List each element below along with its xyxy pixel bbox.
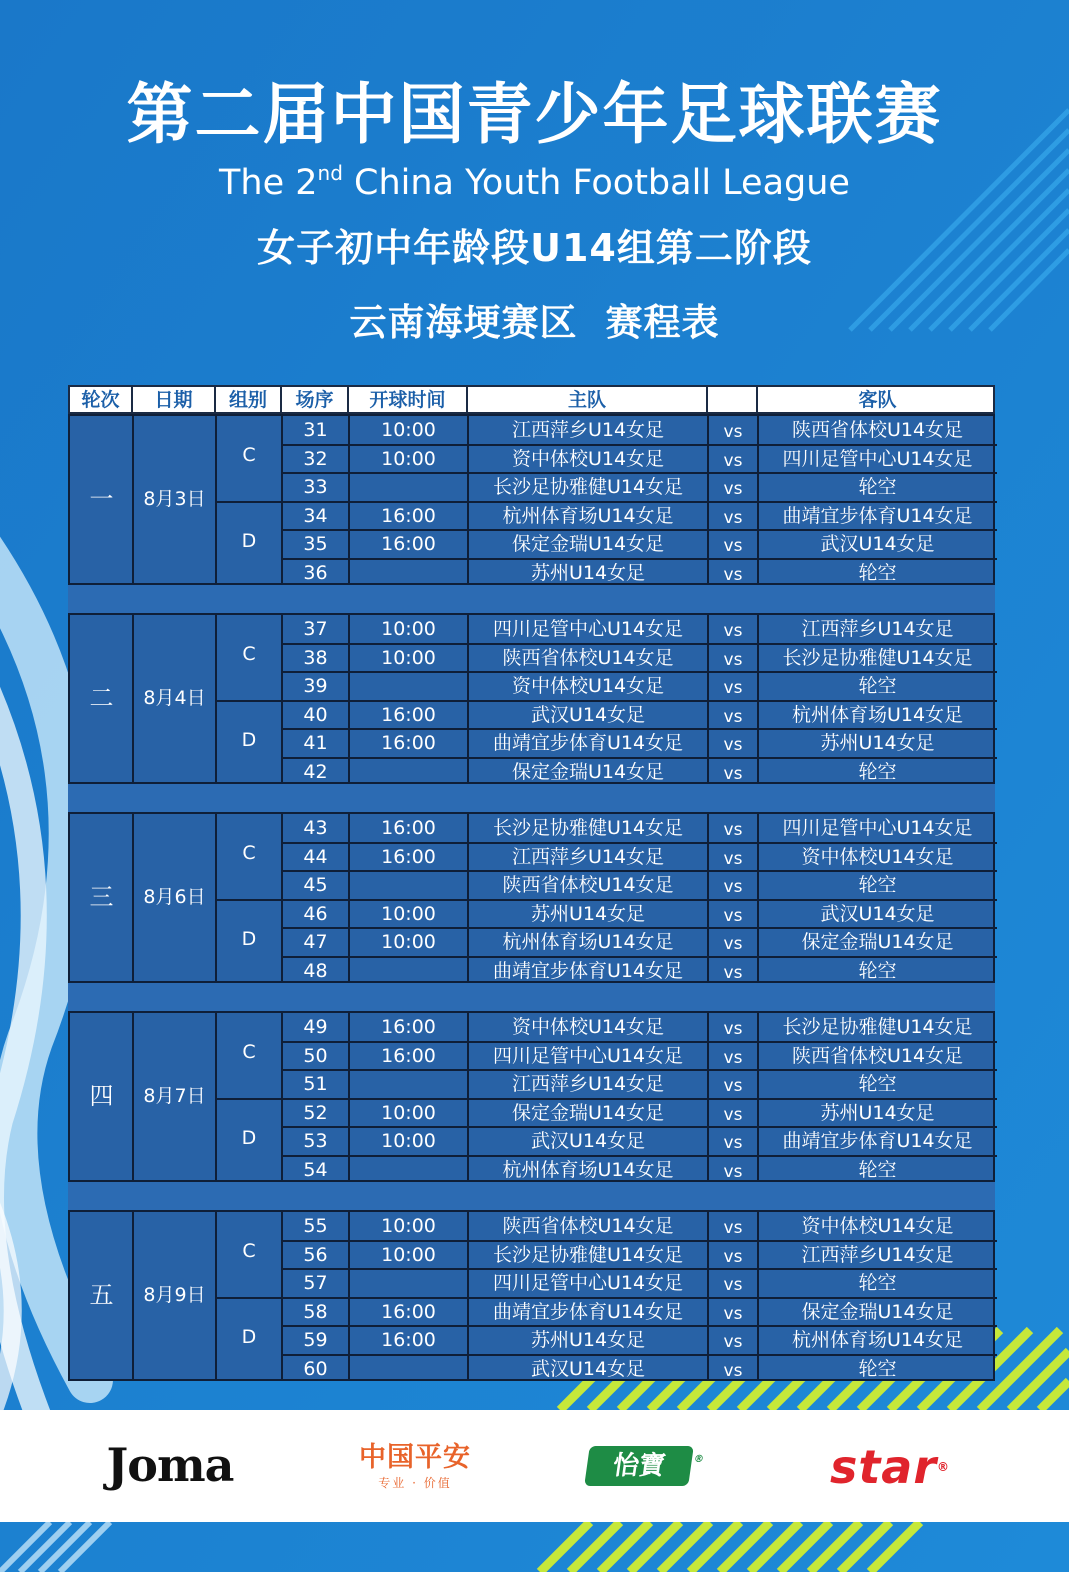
home-team: 曲靖宜步体育U14女足 xyxy=(492,959,684,982)
away-team: 轮空 xyxy=(858,561,897,584)
home-team: 四川足管中心U14女足 xyxy=(492,1044,684,1067)
group-label: C xyxy=(242,444,256,466)
home-team: 杭州体育场U14女足 xyxy=(502,1158,674,1181)
away-team: 长沙足协雅健U14女足 xyxy=(782,646,973,669)
kickoff-time: 16:00 xyxy=(381,817,436,839)
match-number: 51 xyxy=(303,1073,328,1095)
away-team: 保定金瑞U14女足 xyxy=(801,931,954,953)
doc-type: 赛程表 xyxy=(605,301,720,344)
away-team: 轮空 xyxy=(858,959,897,982)
away-team: 轮空 xyxy=(858,675,897,697)
star-registered-mark: ® xyxy=(937,1460,951,1474)
away-team: 轮空 xyxy=(858,760,897,783)
vs-label: vs xyxy=(723,1161,743,1182)
kickoff-time xyxy=(349,473,468,502)
home-team: 杭州体育场U14女足 xyxy=(502,931,674,953)
away-team: 轮空 xyxy=(858,1357,897,1380)
home-team: 长沙足协雅健U14女足 xyxy=(492,817,684,839)
vs-label: vs xyxy=(723,763,743,784)
round-date: 8月3日 xyxy=(143,488,206,510)
yibao-logo xyxy=(584,1446,705,1486)
title-en-post: China Youth Football League xyxy=(342,163,850,203)
vs-label: vs xyxy=(723,1360,743,1381)
home-team: 保定金瑞U14女足 xyxy=(511,533,665,555)
home-team: 长沙足协雅健U14女足 xyxy=(492,476,684,498)
group-label: C xyxy=(242,1240,256,1262)
round-spacer xyxy=(68,585,995,613)
away-team: 轮空 xyxy=(858,1073,897,1095)
away-team: 轮空 xyxy=(858,1158,897,1181)
match-number: 32 xyxy=(303,447,328,470)
away-team: 资中体校U14女足 xyxy=(801,1215,954,1237)
match-number: 46 xyxy=(303,902,328,925)
match-number: 33 xyxy=(303,476,328,498)
match-number: 49 xyxy=(303,1016,328,1038)
match-number: 44 xyxy=(303,845,328,868)
away-team: 曲靖宜步体育U14女足 xyxy=(782,1130,973,1152)
group-label: C xyxy=(242,842,256,864)
vs-label: vs xyxy=(723,507,743,528)
kickoff-time: 10:00 xyxy=(381,646,436,669)
vs-label: vs xyxy=(723,1104,743,1125)
match-number: 55 xyxy=(303,1215,328,1237)
vs-label: vs xyxy=(723,536,743,556)
away-team: 苏州U14女足 xyxy=(820,732,935,754)
home-team: 曲靖宜步体育U14女足 xyxy=(492,1300,684,1323)
kickoff-time: 16:00 xyxy=(381,1044,436,1067)
away-team: 杭州体育场U14女足 xyxy=(791,1329,964,1351)
home-team: 资中体校U14女足 xyxy=(511,675,665,697)
away-team: 长沙足协雅健U14女足 xyxy=(782,1016,973,1038)
match-number: 47 xyxy=(303,931,328,953)
match-number: 36 xyxy=(303,561,328,584)
kickoff-time xyxy=(349,957,468,986)
kickoff-time xyxy=(349,559,468,588)
table-header-row xyxy=(68,385,995,414)
yibao-name: 怡寶 xyxy=(610,1451,668,1481)
kickoff-time xyxy=(349,1269,468,1298)
round-block xyxy=(68,812,995,983)
home-team: 资中体校U14女足 xyxy=(511,447,665,470)
kickoff-time: 10:00 xyxy=(381,618,436,640)
vs-label: vs xyxy=(723,848,743,869)
home-team: 苏州U14女足 xyxy=(530,561,646,584)
yibao-registered-mark: ® xyxy=(693,1454,705,1465)
round-label: 三 xyxy=(89,883,114,911)
round-block xyxy=(68,1011,995,1182)
vs-label: vs xyxy=(723,649,743,670)
round-spacer xyxy=(68,784,995,812)
kickoff-time: 10:00 xyxy=(381,1130,436,1152)
home-team: 陕西省体校U14女足 xyxy=(502,874,674,896)
match-number: 41 xyxy=(303,732,328,754)
vs-label: vs xyxy=(723,1076,743,1096)
vs-label: vs xyxy=(723,820,743,840)
title-chinese: 第二届中国青少年足球联赛 xyxy=(126,76,943,153)
vs-label: vs xyxy=(723,1246,743,1267)
home-team: 苏州U14女足 xyxy=(530,1329,646,1351)
away-team: 陕西省体校U14女足 xyxy=(791,1044,964,1067)
kickoff-time: 10:00 xyxy=(381,419,436,441)
kickoff-time xyxy=(349,672,468,701)
home-team: 资中体校U14女足 xyxy=(511,1016,665,1038)
home-team: 陕西省体校U14女足 xyxy=(502,1215,674,1237)
group-label: C xyxy=(242,1041,256,1063)
title-en-pre: The 2 xyxy=(219,163,318,203)
kickoff-time: 10:00 xyxy=(381,902,436,925)
round-label: 四 xyxy=(89,1082,114,1110)
header-away: 客队 xyxy=(858,389,897,411)
vs-label: vs xyxy=(723,1275,743,1295)
vs-label: vs xyxy=(723,735,743,755)
vs-label: vs xyxy=(723,1332,743,1352)
vs-label: vs xyxy=(723,1133,743,1153)
match-number: 58 xyxy=(303,1300,328,1323)
home-team: 保定金瑞U14女足 xyxy=(511,760,665,783)
vs-label: vs xyxy=(723,934,743,954)
away-team: 资中体校U14女足 xyxy=(801,845,954,868)
match-number: 56 xyxy=(303,1243,328,1266)
match-number: 31 xyxy=(303,419,328,441)
pingan-slogan: 专业 · 价值 xyxy=(378,1476,452,1490)
away-team: 陕西省体校U14女足 xyxy=(791,419,964,441)
away-team: 轮空 xyxy=(858,1272,897,1294)
pingan-name: 中国平安 xyxy=(359,1442,471,1473)
subtitle: 女子初中年龄段U14组第二阶段 xyxy=(257,226,812,270)
vs-label: vs xyxy=(723,1019,743,1039)
vs-label: vs xyxy=(723,877,743,897)
away-team: 曲靖宜步体育U14女足 xyxy=(782,504,973,527)
home-team: 江西萍乡U14女足 xyxy=(511,1073,665,1095)
title-en-sup: nd xyxy=(317,161,343,185)
home-team: 江西萍乡U14女足 xyxy=(511,419,665,441)
kickoff-time: 16:00 xyxy=(381,1016,436,1038)
kickoff-time xyxy=(349,871,468,900)
match-number: 53 xyxy=(303,1130,328,1152)
home-team: 杭州体育场U14女足 xyxy=(502,504,674,527)
away-team: 杭州体育场U14女足 xyxy=(791,703,964,726)
pingan-logo xyxy=(345,1442,485,1492)
home-team: 四川足管中心U14女足 xyxy=(492,618,684,640)
vs-label: vs xyxy=(723,962,743,983)
match-number: 54 xyxy=(303,1158,328,1181)
round-date: 8月7日 xyxy=(143,1085,206,1107)
kickoff-time: 16:00 xyxy=(381,732,436,754)
region-name: 云南海埂赛区 xyxy=(349,301,578,344)
vs-label: vs xyxy=(723,1047,743,1068)
home-team: 武汉U14女足 xyxy=(530,1357,646,1380)
round-block xyxy=(68,1210,995,1381)
home-team: 长沙足协雅健U14女足 xyxy=(492,1243,684,1266)
header-home: 主队 xyxy=(468,387,708,412)
kickoff-time xyxy=(349,1070,468,1099)
match-number: 40 xyxy=(303,703,328,726)
kickoff-time: 16:00 xyxy=(381,1329,436,1351)
kickoff-time: 16:00 xyxy=(381,1300,436,1323)
home-team: 江西萍乡U14女足 xyxy=(511,845,665,868)
round-date: 8月6日 xyxy=(143,886,206,908)
match-number: 38 xyxy=(303,646,328,669)
kickoff-time: 10:00 xyxy=(381,447,436,470)
home-team: 武汉U14女足 xyxy=(530,1130,646,1152)
vs-label: vs xyxy=(723,706,743,727)
away-team: 苏州U14女足 xyxy=(820,1101,935,1124)
kickoff-time: 16:00 xyxy=(381,504,436,527)
vs-label: vs xyxy=(723,1303,743,1324)
joma-logo: Joma xyxy=(106,1438,234,1492)
header-vs xyxy=(708,387,758,412)
vs-label: vs xyxy=(723,621,743,641)
sponsor-bar xyxy=(0,1410,1069,1522)
match-number: 43 xyxy=(303,817,328,839)
round-spacer xyxy=(68,983,995,1011)
kickoff-time: 16:00 xyxy=(381,533,436,555)
vs-label: vs xyxy=(723,905,743,926)
away-team: 江西萍乡U14女足 xyxy=(801,1243,954,1266)
match-number: 35 xyxy=(303,533,328,555)
group-label: D xyxy=(241,728,257,751)
vs-label: vs xyxy=(723,564,743,585)
kickoff-time: 16:00 xyxy=(381,703,436,726)
schedule-table xyxy=(68,385,995,1381)
group-label: D xyxy=(241,927,257,950)
header-group: 组别 xyxy=(216,387,282,412)
away-team: 武汉U14女足 xyxy=(820,533,935,555)
round-date: 8月9日 xyxy=(143,1284,206,1306)
title-english xyxy=(0,158,1069,208)
away-team: 轮空 xyxy=(858,476,897,498)
star-name: star xyxy=(829,1440,938,1494)
away-team: 武汉U14女足 xyxy=(820,902,935,925)
kickoff-time: 16:00 xyxy=(381,845,436,868)
match-number: 57 xyxy=(303,1272,328,1294)
region-line xyxy=(0,297,1069,349)
home-team: 保定金瑞U14女足 xyxy=(511,1101,665,1124)
group-label: C xyxy=(242,643,256,665)
vs-label: vs xyxy=(723,678,743,698)
kickoff-time: 10:00 xyxy=(381,1215,436,1237)
header-date: 日期 xyxy=(133,387,216,412)
kickoff-time xyxy=(349,758,468,787)
kickoff-time xyxy=(349,1355,468,1384)
match-number: 37 xyxy=(303,618,328,640)
match-number: 60 xyxy=(303,1357,328,1380)
away-team: 保定金瑞U14女足 xyxy=(801,1300,954,1323)
kickoff-time: 10:00 xyxy=(381,931,436,953)
match-number: 52 xyxy=(303,1101,328,1124)
home-team: 武汉U14女足 xyxy=(530,703,646,726)
vs-label: vs xyxy=(723,450,743,471)
group-label: D xyxy=(241,1126,257,1149)
header-round: 轮次 xyxy=(70,387,133,412)
vs-label: vs xyxy=(723,479,743,499)
round-block xyxy=(68,613,995,784)
header-match-no: 场序 xyxy=(282,387,349,412)
match-number: 42 xyxy=(303,760,328,783)
round-label: 二 xyxy=(89,684,114,712)
round-date: 8月4日 xyxy=(143,687,206,709)
home-team: 曲靖宜步体育U14女足 xyxy=(492,732,684,754)
kickoff-time: 10:00 xyxy=(381,1243,436,1266)
match-number: 39 xyxy=(303,675,328,697)
match-number: 59 xyxy=(303,1329,328,1351)
match-number: 45 xyxy=(303,874,328,896)
away-team: 四川足管中心U14女足 xyxy=(782,817,973,839)
group-label: D xyxy=(241,1325,257,1348)
home-team: 苏州U14女足 xyxy=(530,902,646,925)
star-logo xyxy=(805,1440,975,1494)
header-kickoff: 开球时间 xyxy=(349,387,468,412)
vs-label: vs xyxy=(723,1218,743,1238)
round-block xyxy=(68,414,995,585)
round-label: 五 xyxy=(89,1281,114,1309)
home-team: 陕西省体校U14女足 xyxy=(502,646,674,669)
match-number: 50 xyxy=(303,1044,328,1067)
match-number: 34 xyxy=(303,504,328,527)
home-team: 四川足管中心U14女足 xyxy=(492,1272,684,1294)
round-spacer xyxy=(68,1182,995,1210)
kickoff-time xyxy=(349,1156,468,1185)
away-team: 江西萍乡U14女足 xyxy=(801,618,954,640)
away-team: 轮空 xyxy=(858,874,897,896)
kickoff-time: 10:00 xyxy=(381,1101,436,1124)
match-number: 48 xyxy=(303,959,328,982)
round-label: 一 xyxy=(89,485,114,513)
group-label: D xyxy=(241,529,257,552)
away-team: 四川足管中心U14女足 xyxy=(782,447,973,470)
vs-label: vs xyxy=(723,422,743,442)
